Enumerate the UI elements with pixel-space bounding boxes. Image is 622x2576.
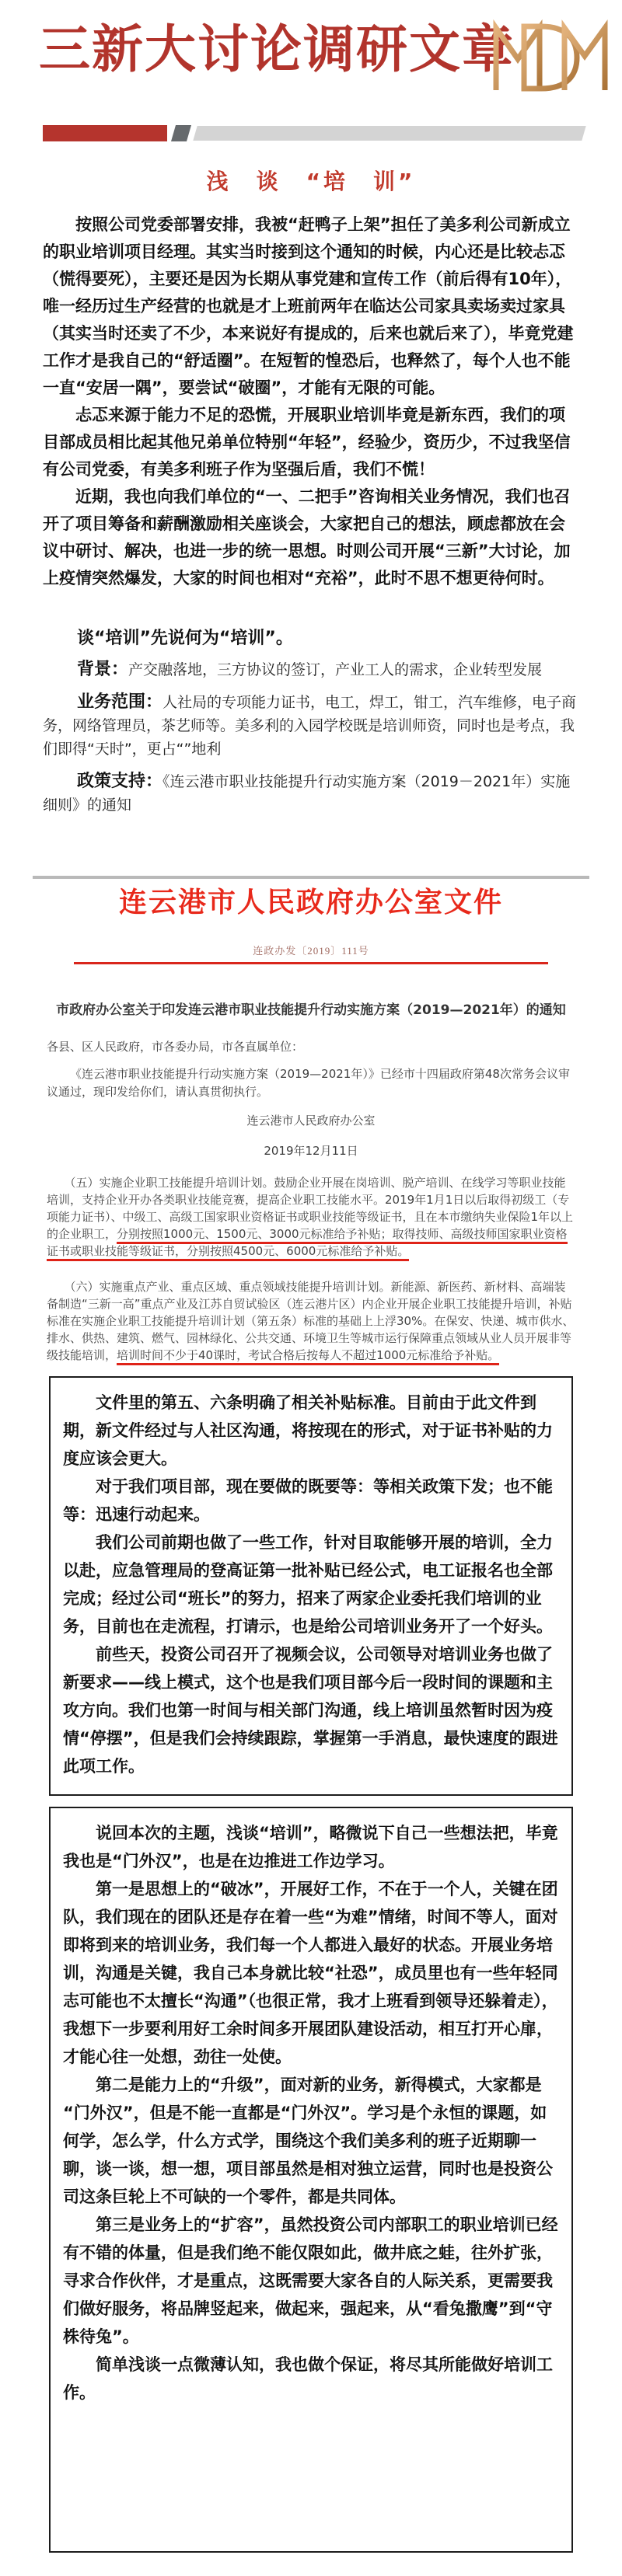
info-item-policy-support: [43, 770, 579, 817]
paragraph: 简单浅谈一点微薄认知，我也做个保证，将尽其所能做好培训工作。: [63, 2355, 553, 2402]
info-item-background: [43, 658, 579, 681]
paragraph: 第一是思想上的“破冰”，开展好工作，不在于一个人，关键在团队，我们现在的团队还是存在着一些“为难”情绪，时间不等人，面对即将到来的培训业务，我们每一个人都进入最好的状态。开展业务培训，沟通是关键，我自己本身就比较“社恐”，成员里也有一些年轻同志可能也不太擅长“沟通”（也很正常，我才上班看到领导还躲着走），我想下一步要利用好工余时间多开展团队建设活动，相互打开心扉，才能心往一处想，劲往一处使。: [63, 1880, 558, 2066]
paragraph: 忐忑来源于能力不足的恐慌，开展职业培训毕竟是新东西，我们的项目部成员相比起其他兄弟单位特别“年轻”，经验少，资历少，不过我坚信有公司党委，有美多利班子作为坚强后盾，我们不慌！: [43, 406, 571, 479]
divider-gray-bar: [193, 126, 585, 141]
info-label: 政策支持：: [77, 772, 163, 791]
info-text: 人社局的专项能力证书，电工，焊工，钳工，汽车维修，电子商务，网络管理员，茶艺师等。美多利的入园学校既是培训师资，同时也是考点，我们即得“天时”，更占“”地利: [43, 694, 577, 758]
divider-dark-block: [171, 125, 191, 141]
clause-text: （五）实施企业职工技能提升培训计划。鼓励企业开展在岗培训、脱产培训、在线学习等职业技能培训，支持企业开办各类职业技能竞赛，提高企业职工技能水平。2019年1月1日以后取得初级工（专项能力证书）、中级工、高级工国家职业资格证书或职业技能等级证书，且在本市缴纳失业保险1年以上的企业职工，: [47, 1176, 574, 1241]
gov-doc-clause-5: [47, 1174, 575, 1260]
paragraph: 对于我们项目部，现在要做的既要等：等相关政策下发；也不能等：迅速行动起来。: [63, 1477, 553, 1524]
paragraph: 按照公司党委部署安排，我被“赶鸭子上架”担任了美多利公司新成立的职业培训项目经理。其实当时接到这个通知的时候，内心还是比较忐忑（慌得要死），主要还是因为长期从事党建和宣传工作（前后得有10年），唯一经历过生产经营的也就是才上班前两年在临达公司家具卖场卖过家具（其实当时还卖了不少，本来说好有提成的，后来也就后来了），毕竟党建工作才是我自己的“舒适圈”。在短暂的惶恐后，也释然了，每个人也不能一直“安居一隅”，要尝试“破圈”，才能有无限的可能。: [43, 215, 574, 397]
info-label: 背景：: [77, 660, 129, 679]
paragraph: 前些天，投资公司召开了视频会议，公司领导对培训业务也做了新要求——线上模式，这个也是我们项目部今后一段时间的课题和主攻方向。我们也第一时间与相关部门沟通，线上培训虽然暂时因为疫情“停摆”，但是我们会持续跟踪，掌握第一手消息，最快速度的跟进此项工作。: [63, 1645, 558, 1776]
article-title: 浅 谈 “培 训”: [206, 169, 416, 194]
paragraph: 第三是业务上的“扩容”，虽然投资公司内部职工的职业培训已经有不错的体量，但是我们绝不能仅限如此，做井底之蛙，往外扩张，寻求合作伙伴，才是重点，这既需要大家各自的人际关系，更需要我们做好服务，将品牌竖起来，做起来，强起来，从“看兔撒鹰”到“守株待兔”。: [63, 2215, 558, 2346]
paragraph: 第二是能力上的“升级”，面对新的业务，新得模式，大家都是“门外汉”，但是不能一直都是“门外汉”。学习是个永恒的课题，如何学，怎么学，什么方式学，围绕这个我们美多利的班子近期聊一聊，谈一谈，想一想，项目部虽然是相对独立运营，同时也是投资公司这条巨轮上不可缺的一个零件，都是共同体。: [63, 2076, 553, 2206]
info-text: 《连云港市职业技能提升行动实施方案（2019－2021年）实施细则》的通知: [43, 773, 571, 814]
page-bottom-spacer: [0, 2553, 622, 2576]
red-underlined-text: 培训时间不少于40课时，考试合格后按每人不超过1000元标准给予补贴。: [117, 1348, 499, 1365]
red-divider-line: [74, 962, 548, 964]
government-document: [0, 876, 622, 1364]
info-item-business-scope: [43, 691, 579, 761]
red-underlined-text: 分别按照1000元、1500元、3000元标准给予补贴；取得技师、高级技师国家职业资格证书或职业技能等级证书，分别按照4500元、6000元标准给予补贴。: [47, 1227, 568, 1261]
paragraph: 文件里的第五、六条明确了相关补贴标准。目前由于此文件到期，新文件经过与人社区沟通，将按现在的形式，对于证书补贴的力度应该会更大。: [63, 1393, 553, 1468]
decorative-divider: [43, 124, 622, 141]
gov-doc-clause-6: [47, 1278, 575, 1364]
clause-text: （六）实施重点产业、重点区域、重点领域技能提升培训计划。新能源、新医药、新材料、高端装备制造“三新一高”重点产业及江苏自贸试验区（连云港片区）内企业开展企业职工技能提升培训，补贴标准在实施企业职工技能提升培训计划（第五条）标准的基础上上浮30%。在保安、快递、城市供水、排水、供热、建筑、燃气、园林绿化、公共交通、环境卫生等城市运行保障重点领域从业人员开展非等级技能培训，: [47, 1280, 575, 1362]
article-banner: [0, 19, 622, 81]
gray-divider-line: [33, 876, 589, 879]
paragraph: 说回本次的主题，浅谈“培训”，略微说下自己一些想法把，毕竟我也是“门外汉”，也是在边推进工作边学习。: [63, 1824, 558, 1870]
paragraph: 我们公司前期也做了一些工作，针对目取能够开展的培训，全力以赴，应急管理局的登高证第一批补贴已经公式，电工证报名也全部完成；经过公司“班长”的努力，招来了两家企业委托我们培训的业务，目前也在走流程，打请示，也是给公司培训业务开了一个好头。: [63, 1533, 553, 1636]
gov-doc-salutation: 各县、区人民政府，市各委办局，市各直属单位：: [47, 1040, 304, 1054]
gov-doc-body: 《连云港市职业技能提升行动实施方案（2019—2021年）》已经市十四届政府第48次常务会议审议通过，现印发给你们，请认真贯彻执行。: [47, 1067, 570, 1099]
info-label: 业务范围：: [77, 692, 163, 712]
gov-doc-issuer: 连云港市人民政府办公室: [246, 1114, 376, 1128]
gov-doc-number: 连政办发〔2019〕111号: [253, 945, 369, 957]
commentary-box-1: [49, 1376, 573, 1796]
article-body: [0, 211, 622, 817]
info-text: 产交融落地，三方协议的签订，产业工人的需求，企业转型发展: [128, 661, 543, 678]
divider-red-block: [43, 125, 167, 141]
banner-title: 三新大讨论调研文章: [39, 19, 515, 79]
company-monogram-logo-icon: [490, 19, 614, 93]
commentary-box-2: [49, 1807, 573, 2553]
article-paragraphs: [43, 211, 579, 592]
gov-doc-title: 市政府办公室关于印发连云港市职业技能提升行动实施方案（2019—2021年）的通知: [56, 1002, 566, 1018]
gov-doc-date: 2019年12月11日: [264, 1144, 358, 1158]
gov-doc-header: 连云港市人民政府办公室文件: [118, 887, 503, 918]
paragraph: 近期，我也向我们单位的“一、二把手”咨询相关业务情况，我们也召开了项目筹备和薪酬激励相关座谈会，大家把自己的想法，顾虑都放在会议中研讨、解决，也进一步的统一思想。时则公司开展“三新”大讨论，加上疫情突然爆发，大家的时间也相对“充裕”，此时不思不想更待何时。: [43, 487, 571, 587]
section-intro: 谈“培训”先说何为“培训”。: [77, 629, 293, 648]
